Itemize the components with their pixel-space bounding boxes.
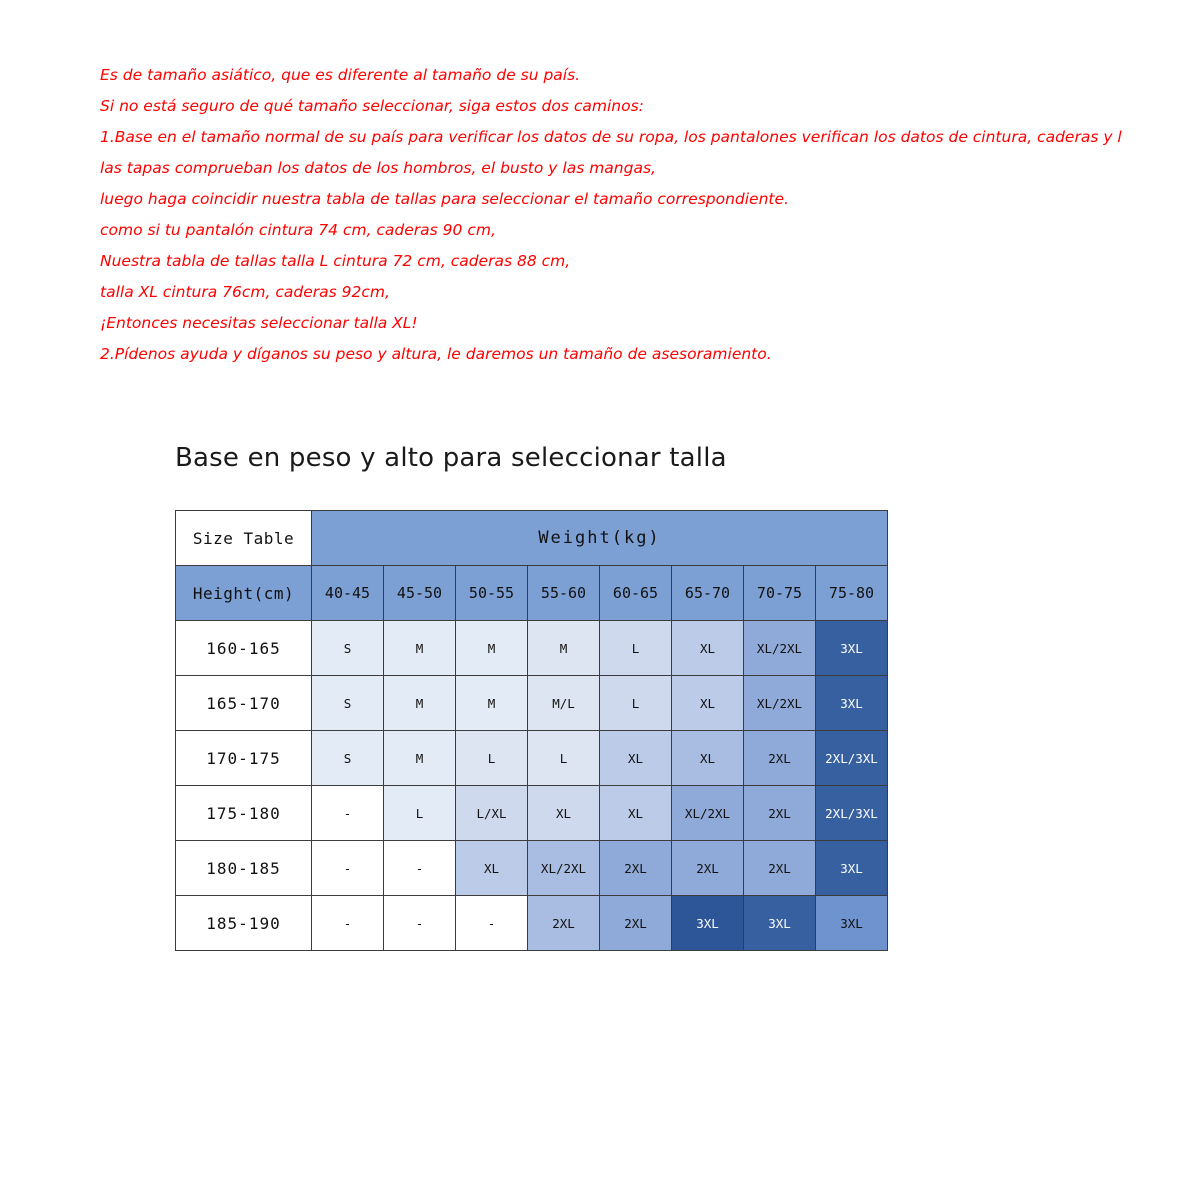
row-height-label: 175-180 — [176, 786, 312, 841]
size-cell: 2XL — [744, 786, 816, 841]
size-cell: 3XL — [744, 896, 816, 951]
row-height-label: 170-175 — [176, 731, 312, 786]
size-table-heading: Base en peso y alto para seleccionar talla — [175, 443, 727, 473]
notice-line: como si tu pantalón cintura 74 cm, caderas 90 cm, — [100, 221, 496, 239]
size-cell: M/L — [528, 676, 600, 731]
weight-column-header: 70-75 — [744, 566, 816, 621]
size-cell: L — [384, 786, 456, 841]
notice-line: las tapas comprueban los datos de los hombros, el busto y las mangas, — [100, 159, 656, 177]
size-cell: - — [456, 896, 528, 951]
size-cell: - — [384, 841, 456, 896]
table-row — [176, 731, 888, 786]
row-height-label: 185-190 — [176, 896, 312, 951]
size-cell: L — [600, 676, 672, 731]
row-height-label: 180-185 — [176, 841, 312, 896]
table-header-row — [176, 511, 888, 566]
size-cell: XL — [600, 786, 672, 841]
size-cell: 2XL — [744, 841, 816, 896]
table-column-header-row — [176, 566, 888, 621]
size-cell: XL — [456, 841, 528, 896]
size-cell: 2XL — [744, 731, 816, 786]
size-cell: 2XL — [528, 896, 600, 951]
table-row — [176, 786, 888, 841]
size-cell: XL — [672, 621, 744, 676]
size-cell: 3XL — [816, 621, 888, 676]
row-height-label: 160-165 — [176, 621, 312, 676]
size-cell: - — [312, 841, 384, 896]
size-cell: 3XL — [816, 841, 888, 896]
size-cell: XL/2XL — [744, 676, 816, 731]
weight-column-header: 50-55 — [456, 566, 528, 621]
size-cell: L/XL — [456, 786, 528, 841]
size-cell: S — [312, 621, 384, 676]
notice-line: talla XL cintura 76cm, caderas 92cm, — [100, 283, 390, 301]
notice-line: luego haga coincidir nuestra tabla de tallas para seleccionar el tamaño correspondiente. — [100, 190, 789, 208]
table-row — [176, 841, 888, 896]
size-cell: L — [600, 621, 672, 676]
size-cell: XL/2XL — [744, 621, 816, 676]
size-cell: L — [528, 731, 600, 786]
size-cell: S — [312, 731, 384, 786]
corner-label-cell: Size Table — [176, 511, 312, 566]
size-table-container — [175, 510, 888, 951]
size-table — [175, 510, 888, 951]
notice-line: 1.Base en el tamaño normal de su país para verificar los datos de su ropa, los pantalones verifican los datos de cintura, caderas y l — [100, 128, 1122, 146]
size-cell: 3XL — [816, 896, 888, 951]
size-cell: 2XL — [600, 841, 672, 896]
weight-column-header: 75-80 — [816, 566, 888, 621]
weight-column-header: 60-65 — [600, 566, 672, 621]
height-header-cell: Height(cm) — [176, 566, 312, 621]
size-cell: 2XL — [672, 841, 744, 896]
weight-group-header: Weight(kg) — [312, 511, 888, 566]
weight-column-header: 55-60 — [528, 566, 600, 621]
size-cell: - — [384, 896, 456, 951]
size-cell: XL — [528, 786, 600, 841]
size-cell: M — [384, 621, 456, 676]
table-row — [176, 896, 888, 951]
size-cell: M — [528, 621, 600, 676]
notice-line: Nuestra tabla de tallas talla L cintura 72 cm, caderas 88 cm, — [100, 252, 571, 270]
size-cell: XL — [600, 731, 672, 786]
notice-line: Es de tamaño asiático, que es diferente al tamaño de su país. — [100, 66, 581, 84]
size-cell: XL — [672, 676, 744, 731]
weight-column-header: 45-50 — [384, 566, 456, 621]
size-cell: 2XL — [600, 896, 672, 951]
size-cell: M — [456, 621, 528, 676]
size-cell: XL — [672, 731, 744, 786]
weight-column-header: 65-70 — [672, 566, 744, 621]
size-cell: - — [312, 896, 384, 951]
size-cell: S — [312, 676, 384, 731]
size-cell: 2XL/3XL — [816, 786, 888, 841]
size-cell: 3XL — [816, 676, 888, 731]
size-cell: XL/2XL — [528, 841, 600, 896]
size-cell: M — [384, 676, 456, 731]
sizing-notice-text — [100, 60, 1190, 370]
size-cell: M — [384, 731, 456, 786]
notice-line: ¡Entonces necesitas seleccionar talla XL! — [100, 314, 418, 332]
notice-line: 2.Pídenos ayuda y díganos su peso y altura, le daremos un tamaño de asesoramiento. — [100, 345, 772, 363]
size-cell: XL/2XL — [672, 786, 744, 841]
size-cell: 3XL — [672, 896, 744, 951]
size-cell: L — [456, 731, 528, 786]
size-cell: - — [312, 786, 384, 841]
notice-line: Si no está seguro de qué tamaño seleccionar, siga estos dos caminos: — [100, 97, 644, 115]
table-row — [176, 676, 888, 731]
size-cell: M — [456, 676, 528, 731]
weight-column-header: 40-45 — [312, 566, 384, 621]
row-height-label: 165-170 — [176, 676, 312, 731]
size-cell: 2XL/3XL — [816, 731, 888, 786]
table-row — [176, 621, 888, 676]
